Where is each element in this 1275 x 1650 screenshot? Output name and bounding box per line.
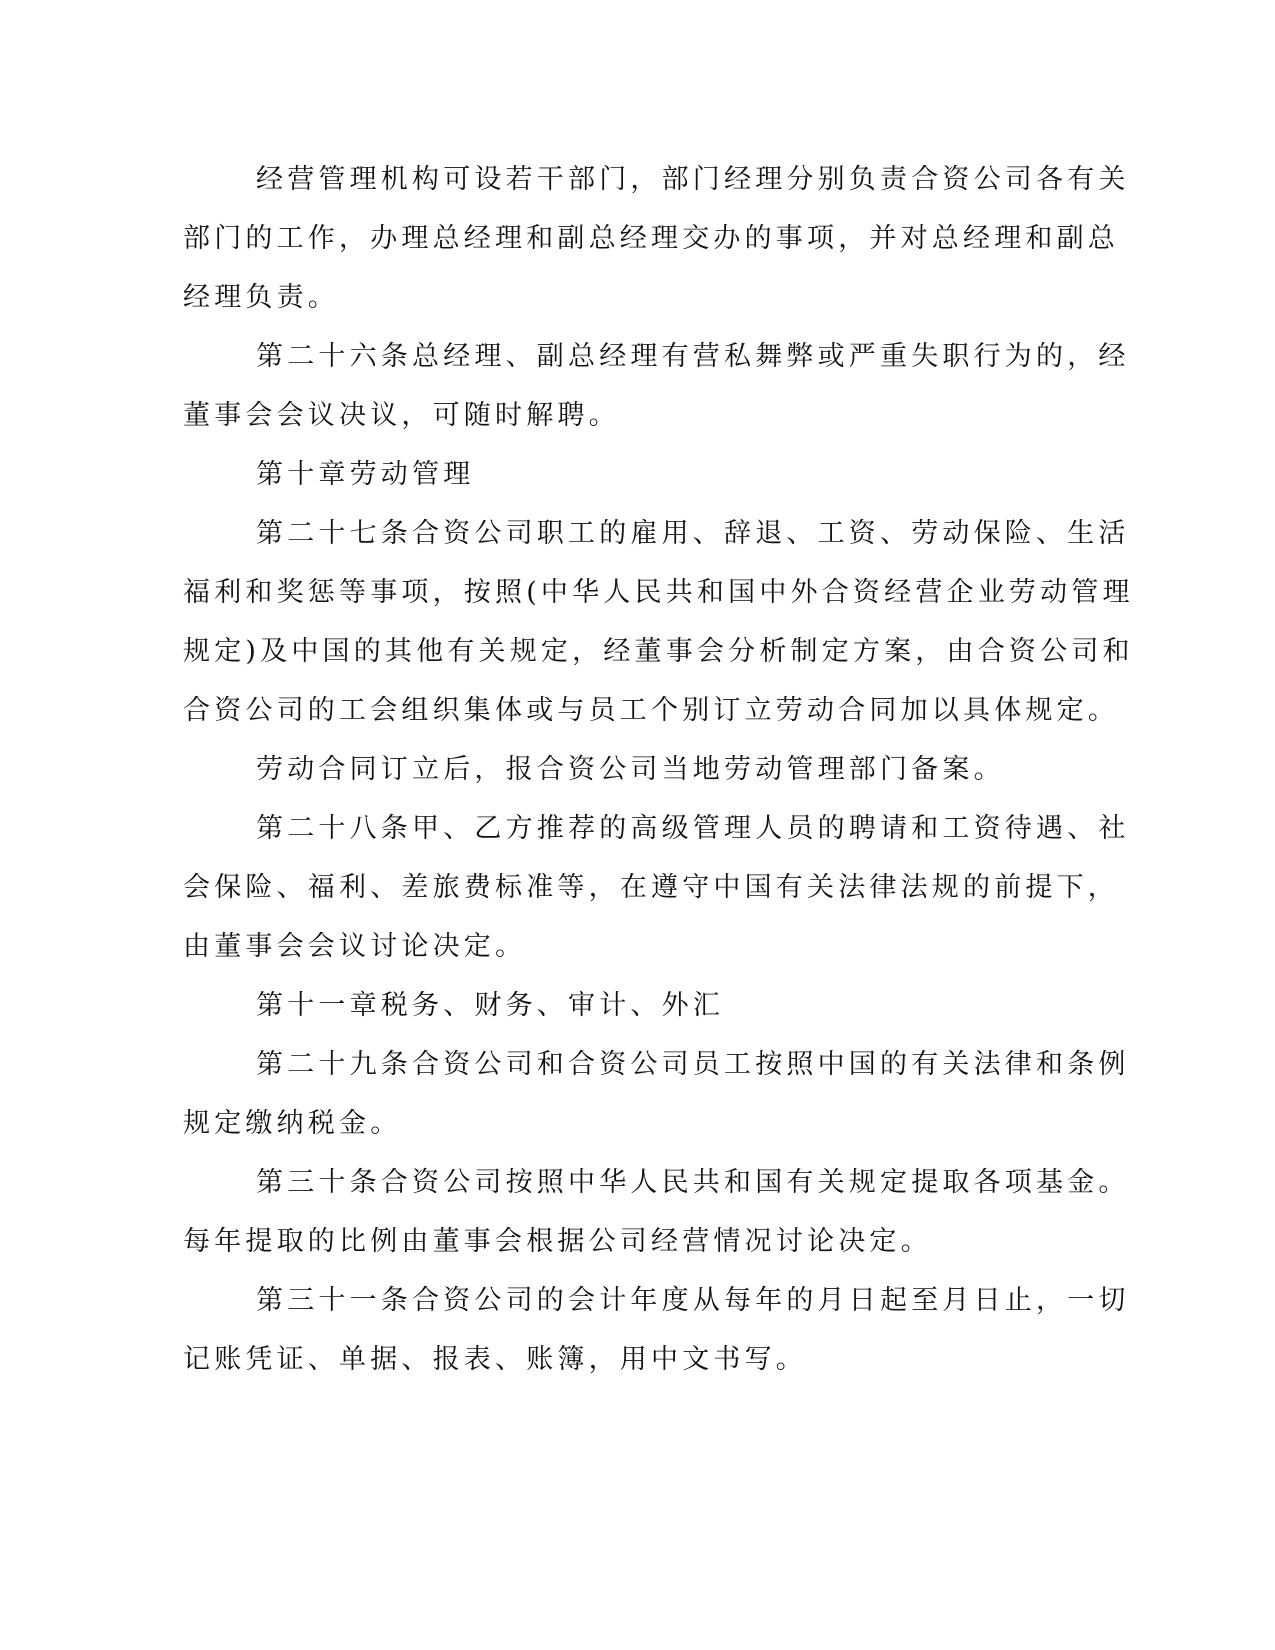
paragraph-line: 合资公司的工会组织集体或与员工个别订立劳动合同加以具体规定。 bbox=[183, 695, 1119, 726]
chapter-heading: 第十一章税务、财务、审计、外汇 bbox=[256, 990, 724, 1021]
paragraph-line: 每年提取的比例由董事会根据公司经营情况讨论决定。 bbox=[183, 1226, 932, 1257]
paragraph-line: 规定)及中国的其他有关规定，经董事会分析制定方案，由合资公司和 bbox=[183, 636, 1134, 667]
paragraph-line: 会保险、福利、差旅费标准等，在遵守中国有关法律法规的前提下， bbox=[183, 872, 1119, 903]
article-29-line: 第二十九条合资公司和合资公司员工按照中国的有关法律和条例 bbox=[256, 1049, 1130, 1080]
chapter-heading: 第十章劳动管理 bbox=[256, 459, 475, 490]
article-30-line: 第三十条合资公司按照中华人民共和国有关规定提取各项基金。 bbox=[256, 1167, 1130, 1198]
paragraph-line: 部门的工作，办理总经理和副总经理交办的事项，并对总经理和副总 bbox=[183, 223, 1119, 254]
article-31-line: 第三十一条合资公司的会计年度从每年的月日起至月日止，一切 bbox=[256, 1285, 1130, 1316]
paragraph-line: 董事会会议决议，可随时解聘。 bbox=[183, 400, 620, 431]
paragraph-line: 劳动合同订立后，报合资公司当地劳动管理部门备案。 bbox=[256, 754, 1005, 785]
article-26-line: 第二十六条总经理、副总经理有营私舞弊或严重失职行为的，经 bbox=[256, 341, 1130, 372]
article-27-line: 第二十七条合资公司职工的雇用、辞退、工资、劳动保险、生活 bbox=[256, 518, 1130, 549]
paragraph-line: 福利和奖惩等事项，按照(中华人民共和国中外合资经营企业劳动管理 bbox=[183, 577, 1134, 608]
paragraph-line: 记账凭证、单据、报表、账簿，用中文书写。 bbox=[183, 1344, 807, 1375]
paragraph-line: 由董事会会议讨论决定。 bbox=[183, 931, 527, 962]
article-28-line: 第二十八条甲、乙方推荐的高级管理人员的聘请和工资待遇、社 bbox=[256, 813, 1130, 844]
paragraph-line: 经理负责。 bbox=[183, 282, 339, 313]
paragraph-line: 规定缴纳税金。 bbox=[183, 1108, 402, 1139]
paragraph-line: 经营管理机构可设若干部门，部门经理分别负责合资公司各有关 bbox=[256, 164, 1130, 195]
